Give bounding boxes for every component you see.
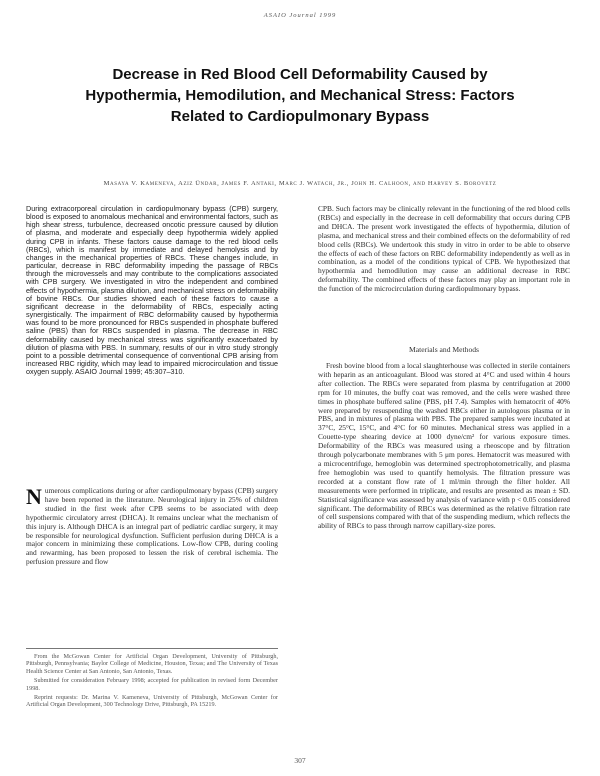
left-column	[26, 205, 278, 597]
introduction-text: umerous complications during or after cardiopulmonary bypass (CPB) surgery have been reported in the literature. Neurological injury in 25% of children studied in the first week after CPB seems to be associated with deep hypothermic circulatory arrest (DHCA). It remains unclear what the mechanism of this injury is. Although DHCA is an integral part of pediatric cardiac surgery, it may be responsible for neurological dysfunction. Sufficient perfusion during DHCA is a major concern in minimizing these complications. Low-flow CPB, during cooling and rewarming, has been proposed to lessen the risk of cerebral ischemia. The perfusion pressure and flow	[26, 487, 278, 567]
methods-paragraph: Fresh bovine blood from a local slaughterhouse was collected in sterile containers with heparin as an anticoagulant. Blood was stored at 4°C and used within 4 hours after collection. The RBCs were separated from plasma by centrifugation at 2000 rpm for 10 minutes, the buffy coat was removed, and the cells were washed three times in phosphate buffered saline (PBS, pH 7.4). Samples with hematocrit of 40% were prepared by resuspending the washed RBCs either in autologous plasma or in PBS, and in mixtures of plasma with PBS. The prepared samples were incubated at 37°C, 25°C, 15°C, and 4°C for 60 minutes. Mechanical stress was applied in a Couette-type shearing device at 1000 dyne/cm² for various exposure times. Deformability of the RBCs was measured using a rheoscope and by filtration through polycarbonate membranes with 5 μm pores. Hematocrit was measured with a microcentrifuge, hemoglobin was determined spectrophotometrically, and plasma free hemoglobin was used to quantify hemolysis. The filtration pressure was recorded at a constant flow rate of 1 ml/min through the filter holder. All measurements were performed in triplicate, and results are presented as mean ± SD. Statistical significance was assessed by analysis of variance with p < 0.05 considered significant. The deformability of RBCs was determined as the relative filtration rate of cell suspensions compared with that of the suspending medium, which reflects the ability of RBCs to pass through narrow capillary-size pores.	[318, 362, 570, 531]
author-list: Masaya V. Kameneva, Aziz Ündar, James F. Antaki, Marc J. Watach, Jr., John H. Calhoon, and Harvey S. Borovetz	[103, 180, 497, 187]
title-line: Hypothermia, Hemodilution, and Mechanical Stress: Factors	[85, 87, 515, 104]
page-number: 307	[294, 756, 306, 765]
section-heading-methods: Materials and Methods	[408, 345, 480, 354]
introduction-continued: CPB. Such factors may be clinically relevant in the functioning of the red blood cells (RBCs) and especially in the decrease in cell deformability that occurs during CPB and DHCA. The present work investigated the effects of hypothermia, dilution of plasma, and mechanical stress and their combined effects on the deformability of red blood cells (RBCs). We undertook this study in vitro in order to be able to observe the effects of each of these factors on RBC deformability independently as well as in combination, as a model of the conditions typical of CPB. We hypothesized that hypothermia and hemodilution may cause an additional decrease in RBC deformability. The combined effects of these factors may play an important role in the function of the microcirculation during cardiopulmonary bypass.	[318, 205, 570, 294]
title-line: Related to Cardiopulmonary Bypass	[170, 108, 430, 125]
right-column	[318, 205, 570, 662]
running-head: ASAIO Journal 1999	[263, 12, 337, 19]
abstract: During extracorporeal circulation in cardiopulmonary bypass (CPB) surgery, blood is exposed to anomalous mechanical and environmental factors, such as high shear stress, turbulence, decreased oncotic pressure caused by dilution of plasma, and moderate and especially deep hypothermia widely applied during CPB in infants. These factors cause damage to the red blood cells (RBCs), which is manifest by immediate and delayed hemolysis and by changes in the mechanical properties of RBCs. These changes include, in particular, decrease in RBC deformability impeding the passage of RBCs through the microvessels and may contribute to the complications associated with CPB surgery. We investigated in vitro the independent and combined effects of hypothermia, plasma dilution, and mechanical stress on deformability of bovine RBCs. Our studies showed each of these factors to cause a significant decrease in the deformability of RBCs, especially acting synergistically. The impairment of RBC deformability caused by hypothermia was found to be more pronounced for RBCs suspended in phosphate buffered saline (PBS) than for RBCs suspended in plasma. The decrease in RBC deformability caused by mechanical stress was significantly exacerbated by dilution of plasma with PBS. In summary, results of our in vitro study strongly point to a possible detrimental consequence of conventional CPB arising from increased RBC rigidity, which may lead to impaired microcirculation and tissue oxygen supply. ASAIO Journal 1999; 45:307–310.	[26, 205, 278, 377]
footnotes	[26, 648, 278, 711]
title-line: Decrease in Red Blood Cell Deformability Caused by	[112, 66, 488, 83]
article-title	[60, 64, 540, 127]
drop-cap: N	[26, 487, 42, 509]
footnote-affiliation: From the McGowan Center for Artificial Organ Development, University of Pittsburgh, Pittsburgh, Pennsylvania; Baylor College of Medicine, Houston, Texas; and The University of Texas Health Science Center at San Antonio, San Antonio, Texas.	[26, 653, 278, 675]
introduction-paragraph	[26, 487, 278, 597]
footnote-submission: Submitted for consideration February 1998; accepted for publication in revised form December 1998.	[26, 677, 278, 692]
footnote-reprints: Reprint requests: Dr. Marina V. Kameneva, University of Pittsburgh, McGowan Center for Artificial Organ Development, 300 Technology Drive, Pittsburgh, PA 15219.	[26, 694, 278, 709]
